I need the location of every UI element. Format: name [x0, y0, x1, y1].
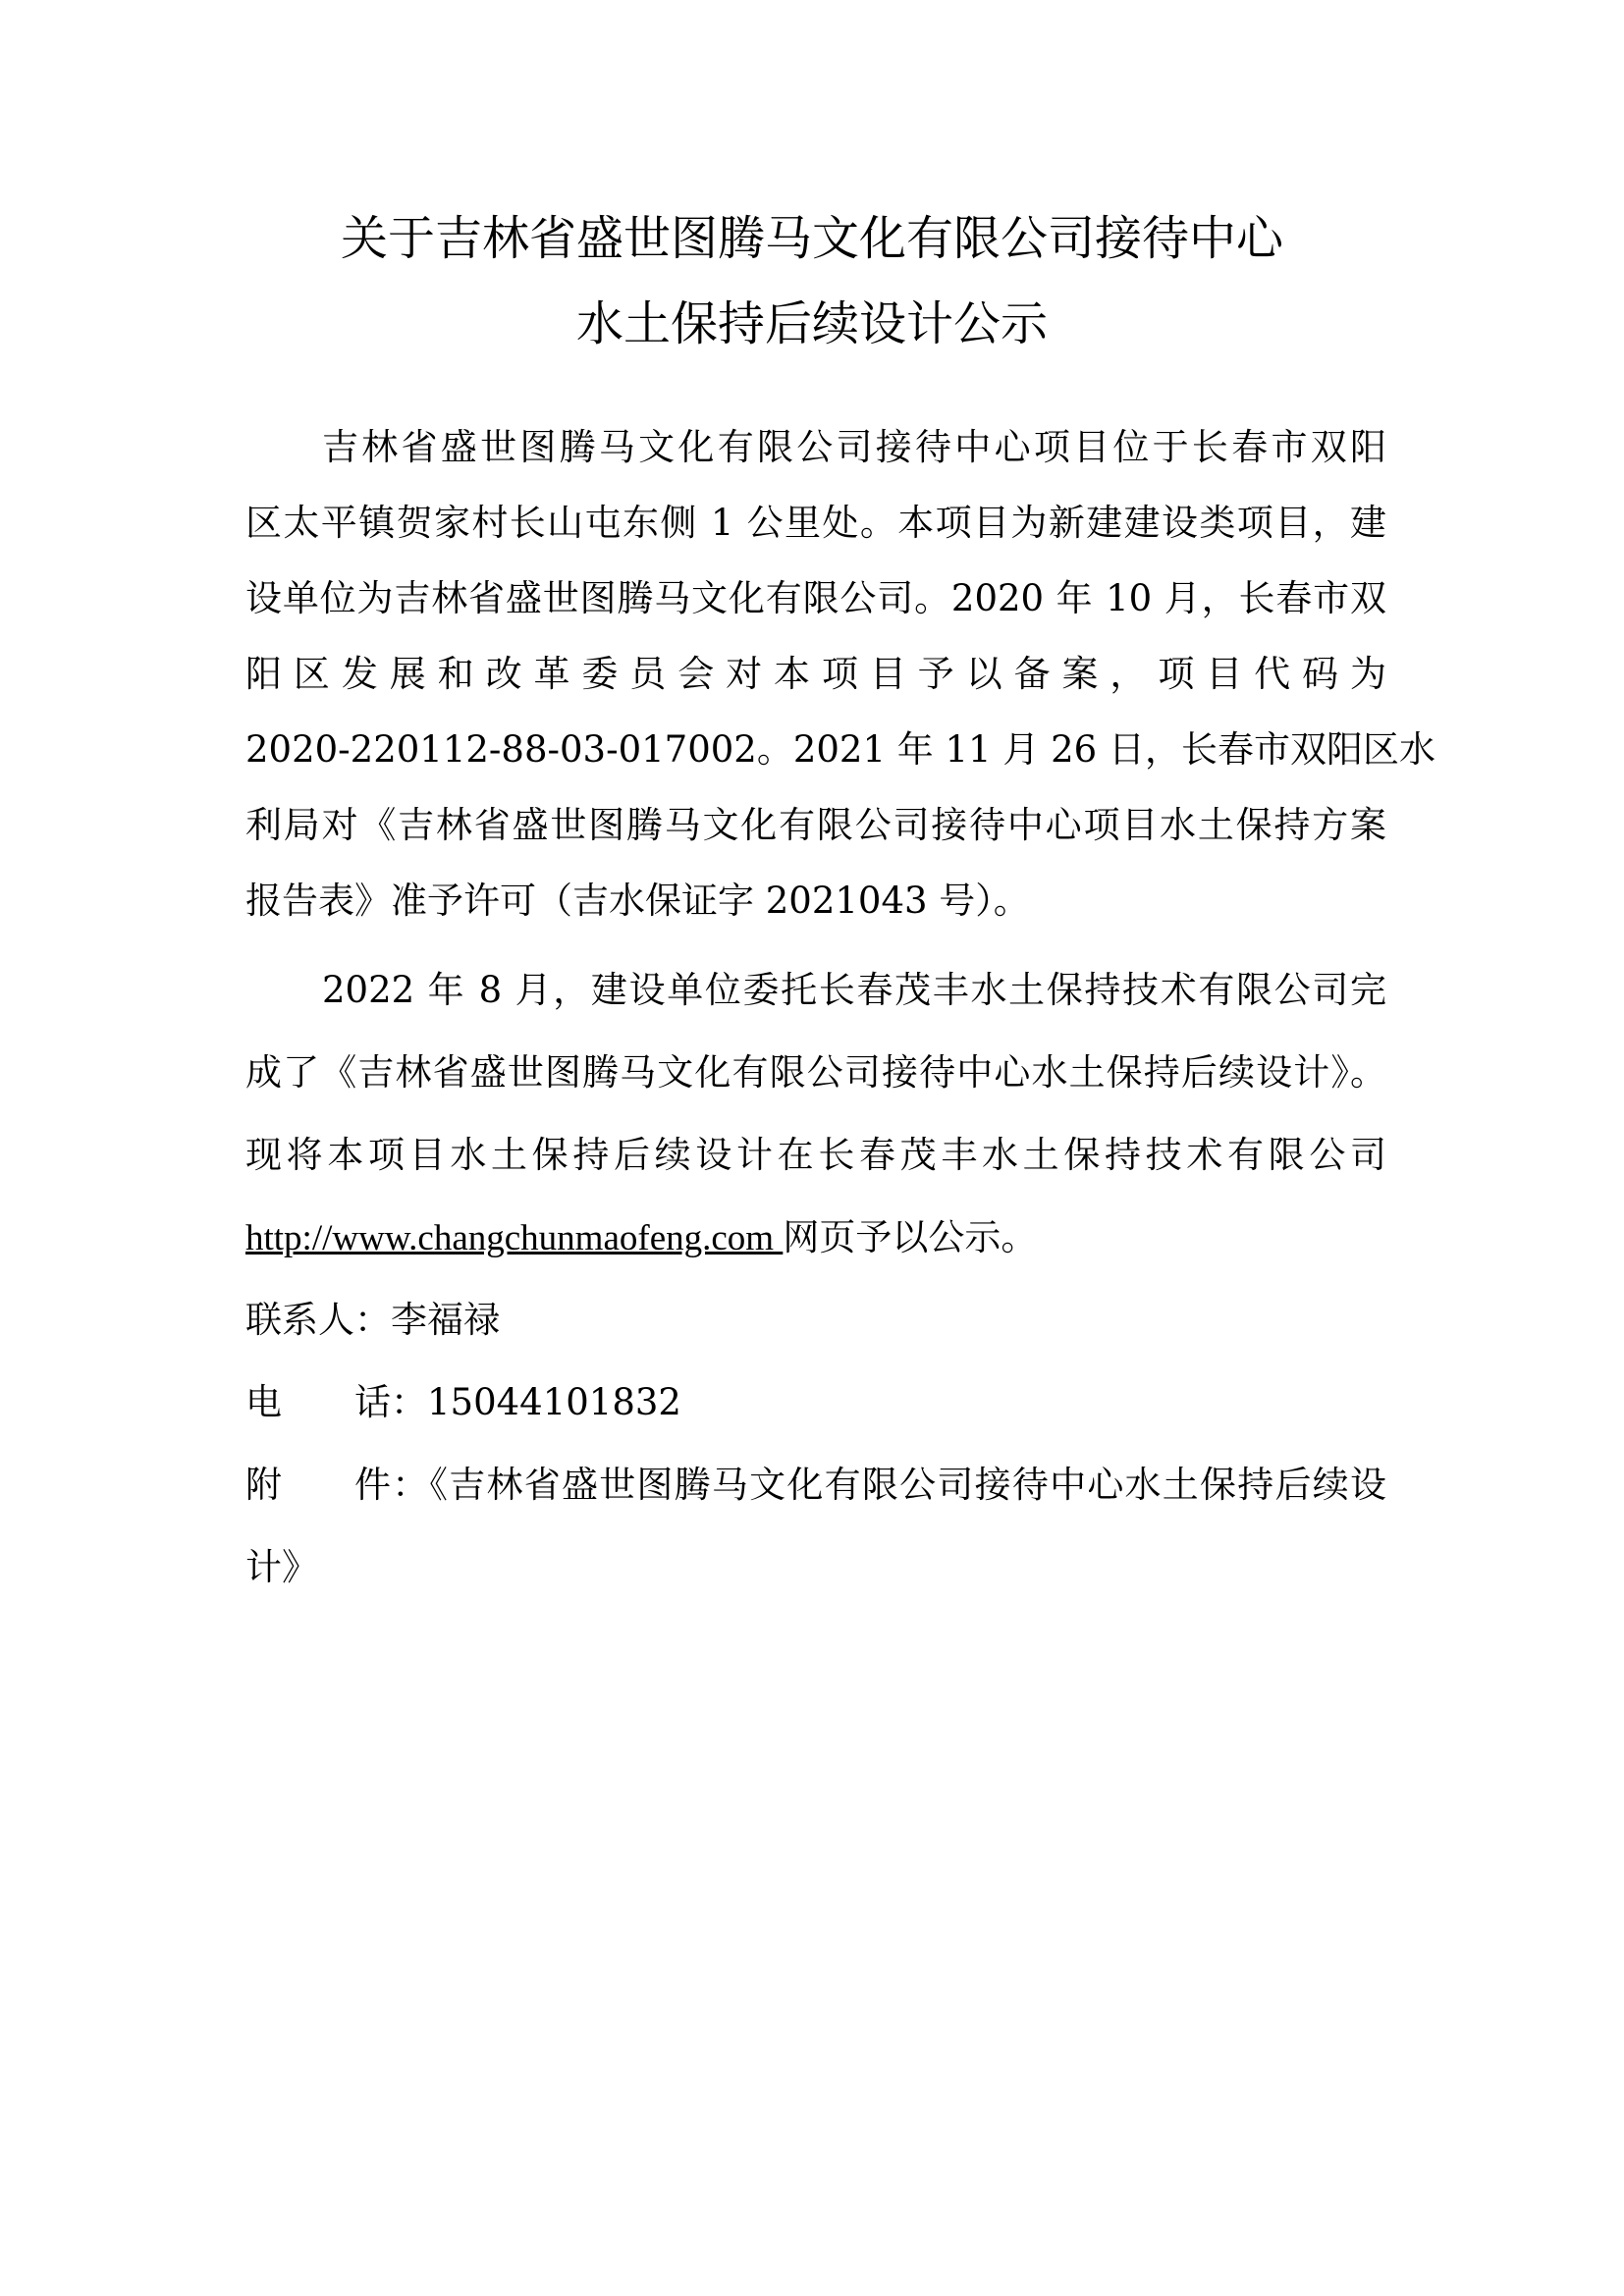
paragraph-2-line-4-suffix: 网页予以公示。	[783, 1216, 1038, 1258]
phone-label: 电 话	[245, 1381, 391, 1423]
paragraph-1-line-2: 区太平镇贺家村长山屯东侧 1 公里处。本项目为新建建设类项目，建	[245, 502, 1386, 544]
paragraph-1-line-6: 利局对《吉林省盛世图腾马文化有限公司接待中心项目水土保持方案	[245, 804, 1386, 846]
paragraph-1-line-3: 设单位为吉林省盛世图腾马文化有限公司。2020 年 10 月，长春市双	[245, 577, 1386, 619]
paragraph-1-line-1: 吉林省盛世图腾马文化有限公司接待中心项目位于长春市双阳	[322, 426, 1386, 468]
document-title-line-1: 关于吉林省盛世图腾马文化有限公司接待中心	[340, 211, 1283, 266]
attachment-line-1	[245, 1462, 1386, 1509]
paragraph-1-line-5: 2020-220112-88-03-017002。2021 年 11 月 26 日，长春市双阳区水	[245, 728, 1435, 771]
attachment-text-line-1: 《吉林省盛世图腾马文化有限公司接待中心水土保持后续设	[429, 1464, 1387, 1506]
attachment-colon: ：	[391, 1464, 430, 1506]
contact-label: 联系人：	[245, 1299, 391, 1341]
contact-line	[245, 1297, 1386, 1344]
contact-name: 李福禄	[391, 1299, 500, 1341]
paragraph-1-line-7: 报告表》准予许可（吉水保证字 2021043 号）。	[245, 880, 1030, 922]
paragraph-2-line-1: 2022 年 8 月，建设单位委托长春茂丰水土保持技术有限公司完	[322, 969, 1386, 1011]
website-link[interactable]: http://www.changchunmaofeng.com	[245, 1218, 784, 1258]
paragraph-2-line-2: 成了《吉林省盛世图腾马文化有限公司接待中心水土保持后续设计》。	[245, 1051, 1386, 1094]
paragraph-2-line-3: 现将本项目水土保持后续设计在长春茂丰水土保持技术有限公司	[245, 1134, 1386, 1176]
phone-line	[245, 1379, 1386, 1426]
paragraph-1-line-4: 阳区发展和改革委员会对本项目予以备案，项目代码为	[245, 653, 1386, 695]
document-title-line-2: 水土保持后续设计公示	[575, 296, 1048, 351]
attachment-line-2: 计》	[245, 1546, 318, 1588]
phone-colon: ：	[391, 1381, 427, 1423]
attachment-label: 附 件	[245, 1464, 391, 1506]
phone-number: 15044101832	[427, 1381, 681, 1423]
paragraph-2-line-4	[245, 1214, 1386, 1262]
